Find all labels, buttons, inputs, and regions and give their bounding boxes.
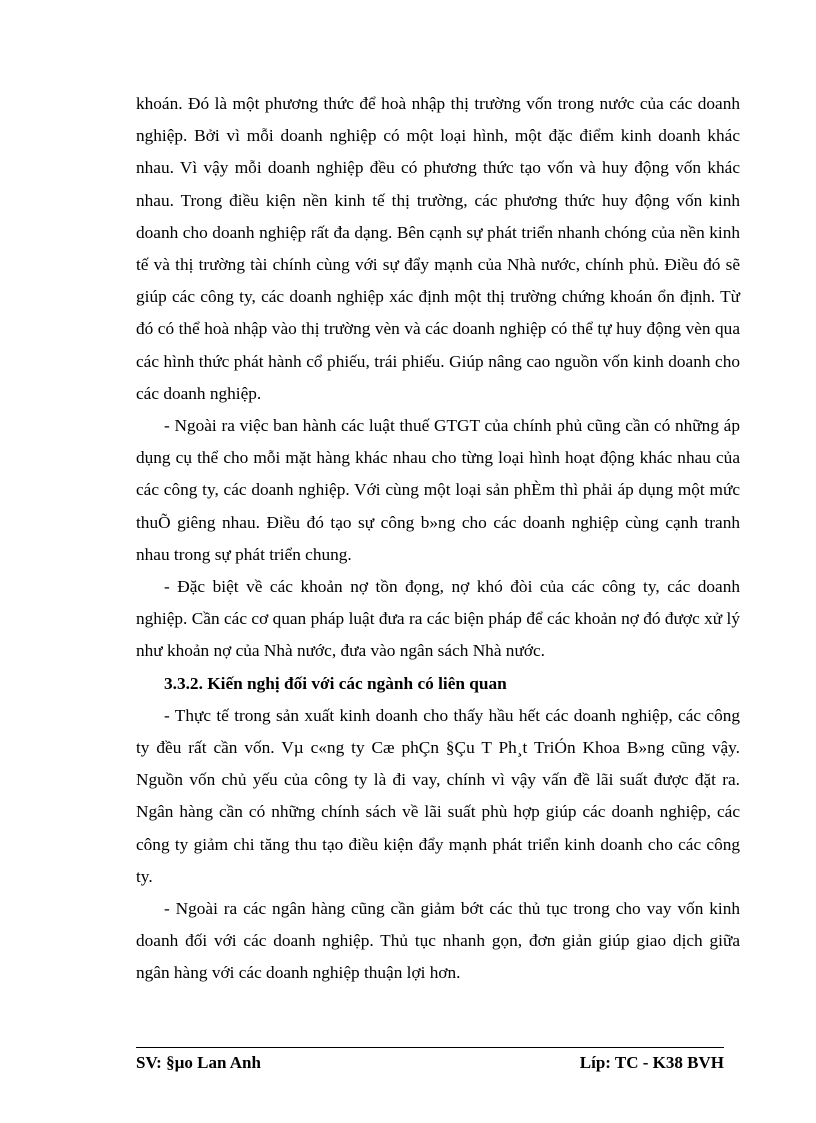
section-paragraph-1: - Thực tế trong sản xuất kinh doanh cho thấy hầu hết các doanh nghiệp, các công ty đều rất cần vốn. Vµ c«ng ty Cæ phÇn §Çu T Ph¸t TriÓn Khoa B»ng cũng vậy. Nguồn vốn chủ yếu của công ty là đi vay, chính vì vậy vấn đề lãi suất được đặt ra. Ngân hàng cần có những chính sách về lãi suất phù hợp giúp các doanh nghiệp, các công ty giảm chi tăng thu tạo điều kiện đẩy mạnh phát triển kinh doanh cho các công ty. [136,705,740,886]
footer-class: Líp: TC - K38 BVH [579,1053,724,1072]
section-paragraph-2: - Ngoài ra các ngân hàng cũng cần giảm bớt các thủ tục trong cho vay vốn kinh doanh đối với các doanh nghiệp. Thủ tục nhanh gọn, đơn giản giúp giao dịch giữa ngân hàng với các doanh nghiệp thuận lợi hơn. [136,899,740,983]
page-footer [136,1051,724,1075]
paragraph-3: - Đặc biệt về các khoản nợ tồn đọng, nợ khó đòi của các công ty, các doanh nghiệp. Cần các cơ quan pháp luật đưa ra các biện pháp để các khoản nợ đó được xử lý như khoản nợ của Nhà nước, đưa vào ngân sách Nhà nước. [136,577,740,661]
footer-student: SV: §µo Lan Anh [136,1053,261,1072]
section-heading: 3.3.2. Kiến nghị đối với các ngành có liên quan [164,673,507,693]
paragraph-2: - Ngoài ra việc ban hành các luật thuế GTGT của chính phủ cũng cần có những áp dụng cụ thể cho mỗi mặt hàng khác nhau cho từng loại hình hoạt động khác nhau của các công ty, các doanh nghiệp. Với cùng một loại sản phÈm thì phải áp dụng một mức thuÕ giêng nhau. Điều đó tạo sự công b»ng cho các doanh nghiệp cùng cạnh tranh nhau trong sự phát triển chung. [136,416,740,564]
footer-divider [136,1047,724,1048]
body-text [136,88,740,990]
paragraph-1: khoán. Đó là một phương thức để hoà nhập thị trường vốn trong nước của các doanh nghiệp. Bởi vì mỗi doanh nghiệp có một loại hình, một đặc điểm kinh doanh khác nhau. Vì vậy mỗi doanh nghiệp đều có phương thức tạo vốn và huy động vốn khác nhau. Trong điều kiện nền kinh tế thị trường, các phương thức huy động vốn kinh doanh cho doanh nghiệp rất đa dạng. Bên cạnh sự phát triển nhanh chóng của nền kinh tế và thị trường tài chính cùng với sự đẩy mạnh của Nhà nước, chính phủ. Điều đó sẽ giúp các công ty, các doanh nghiệp xác định một thị trường chứng khoán ổn định. Từ đó có thể hoà nhập vào thị trường vèn và các doanh nghiệp có thể tự huy động vèn qua các hình thức phát hành cổ phiếu, trái phiếu. Giúp nâng cao nguồn vốn kinh doanh cho các doanh nghiệp. [136,94,740,403]
